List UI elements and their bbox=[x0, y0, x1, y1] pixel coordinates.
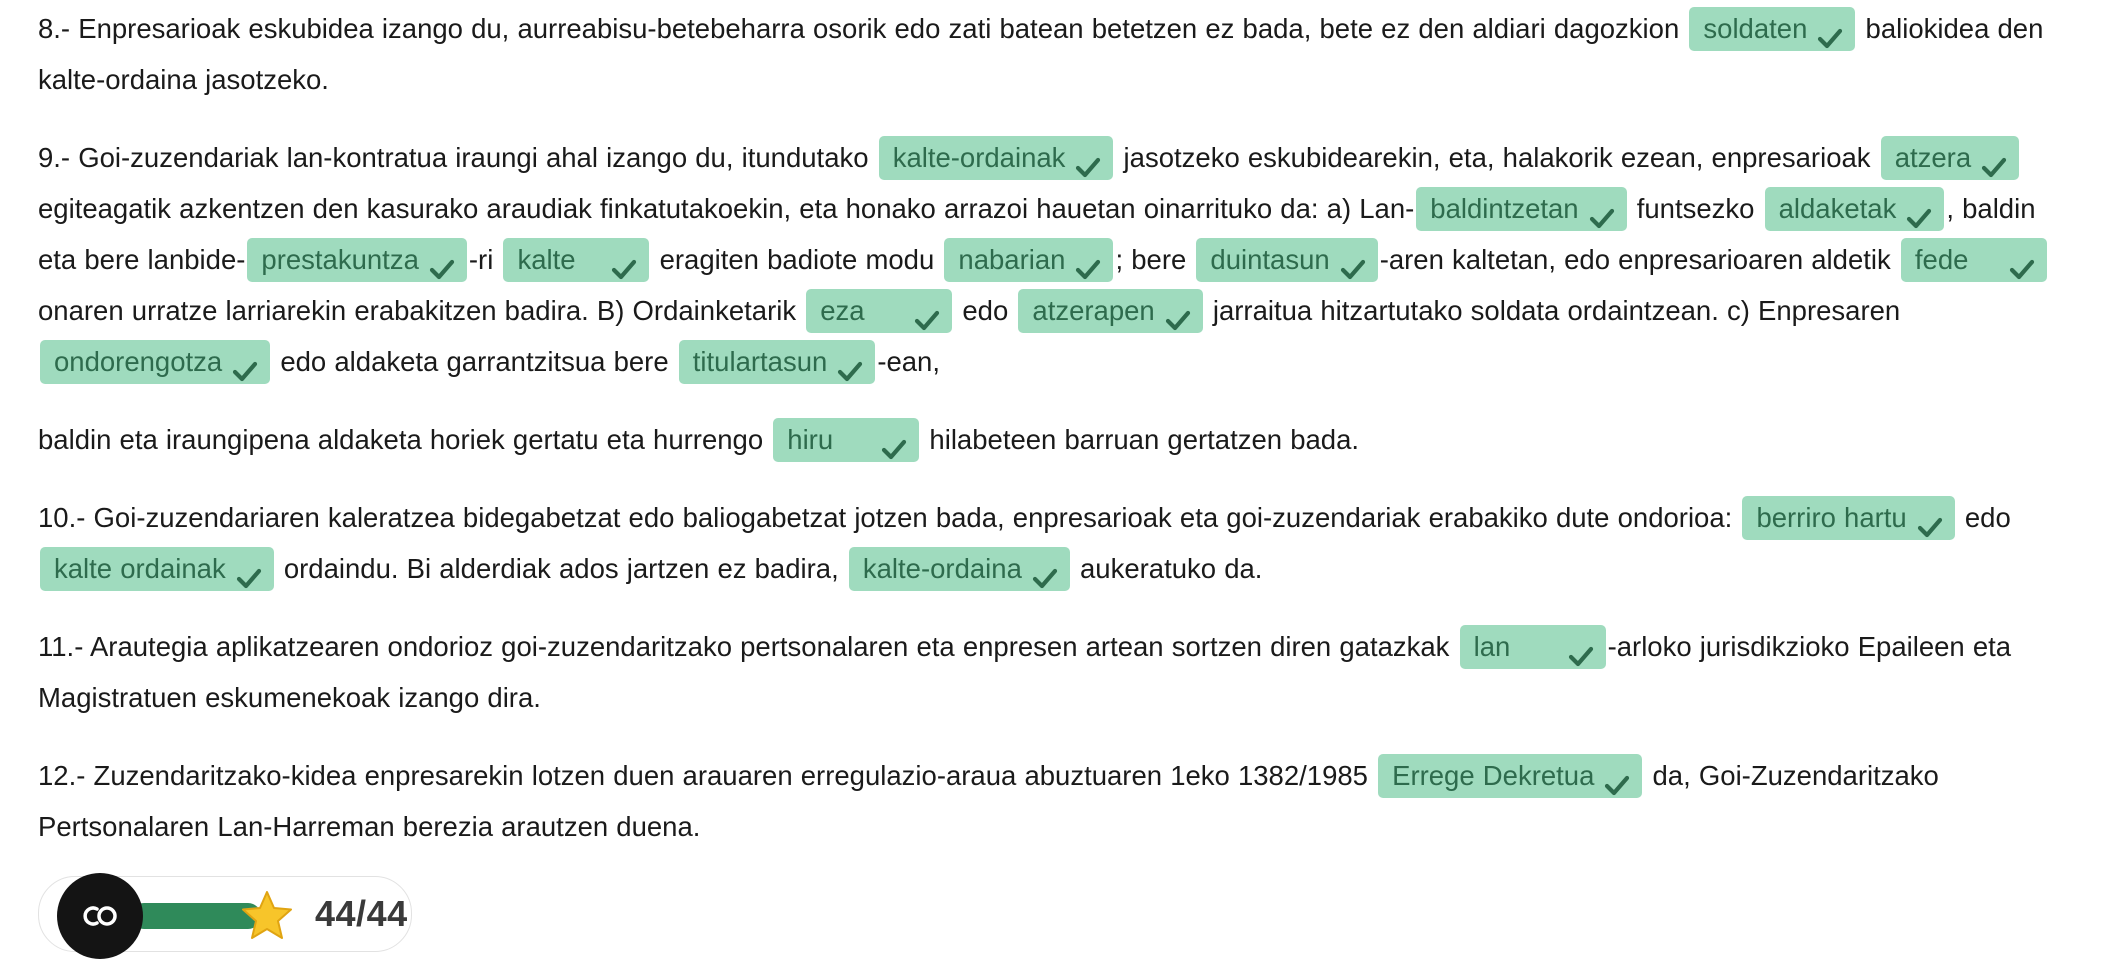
answer-blank[interactable] bbox=[679, 340, 876, 384]
answer-word: kalte bbox=[517, 244, 576, 275]
checkmark-icon bbox=[611, 249, 637, 271]
answer-word: atzera bbox=[1894, 142, 1972, 173]
answer-blank[interactable] bbox=[806, 289, 952, 333]
answer-blank[interactable] bbox=[849, 547, 1070, 591]
checkmark-icon bbox=[236, 558, 262, 580]
paragraph-text: edo bbox=[954, 295, 1017, 326]
checkmark-icon bbox=[2009, 249, 2035, 271]
paragraph-text: hilabeteen barruan gertatzen bada. bbox=[921, 424, 1360, 455]
checkmark-icon bbox=[1340, 249, 1366, 271]
paragraph bbox=[38, 3, 2078, 105]
paragraph-text: -arloko jurisdikzioko Epaileen eta Magistratuen eskumenekoak izango dira. bbox=[38, 631, 2012, 713]
paragraph bbox=[38, 621, 2078, 723]
paragraph-text: ; bere bbox=[1115, 244, 1195, 275]
paragraph-text: -aren kaltetan, edo enpresarioaren aldetik bbox=[1379, 244, 1899, 275]
checkmark-icon bbox=[1075, 249, 1101, 271]
checkmark-icon bbox=[429, 249, 455, 271]
answer-word: titulartasun bbox=[692, 346, 828, 377]
answer-blank[interactable] bbox=[944, 238, 1113, 282]
paragraph-text: edo aldaketa garrantzitsua bere bbox=[272, 346, 677, 377]
checkmark-icon bbox=[1075, 147, 1101, 169]
answer-word: prestakuntza bbox=[261, 244, 419, 275]
paragraph-text: onaren urratze larriarekin erabakitzen badira. B) Ordainketarik bbox=[38, 295, 805, 326]
checkmark-icon bbox=[1589, 198, 1615, 220]
answer-blank[interactable] bbox=[40, 547, 274, 591]
answer-word: soldaten bbox=[1703, 13, 1808, 44]
checkmark-icon bbox=[1917, 507, 1943, 529]
answer-word: duintasun bbox=[1210, 244, 1330, 275]
score-value: 44 bbox=[315, 893, 357, 934]
answer-blank[interactable] bbox=[1901, 238, 2047, 282]
answer-word: hiru bbox=[787, 424, 834, 455]
answer-blank[interactable] bbox=[1765, 187, 1945, 231]
answer-blank[interactable] bbox=[1460, 625, 1606, 669]
paragraph-text: funtsezko bbox=[1628, 193, 1763, 224]
paragraph-text: 9.- Goi-zuzendariak lan-kontratua iraungi ahal izango du, itundutako bbox=[38, 142, 877, 173]
paragraph bbox=[38, 492, 2078, 594]
answer-word: ondorengotza bbox=[54, 346, 223, 377]
paragraph-text: baldin eta iraungipena aldaketa horiek gertatu eta hurrengo bbox=[38, 424, 772, 455]
paragraph-text: edo bbox=[1956, 502, 2011, 533]
answer-word: kalte-ordainak bbox=[892, 142, 1066, 173]
closed-captions-button[interactable] bbox=[57, 873, 143, 959]
paragraph bbox=[38, 414, 2078, 465]
paragraph-text: -ri bbox=[468, 244, 502, 275]
paragraph-text: da, Goi-Zuzendaritzako Pertsonalaren Lan-Harreman berezia arautzen duena. bbox=[38, 760, 1939, 842]
checkmark-icon bbox=[232, 351, 258, 373]
star-icon bbox=[239, 889, 295, 943]
answer-blank[interactable] bbox=[1881, 136, 2019, 180]
answer-blank[interactable] bbox=[1689, 7, 1855, 51]
paragraph-text: 10.- Goi-zuzendariaren kaleratzea bidegabetzat edo baliogabetzat jotzen bada, enpresarioak eta goi-zuzendariak erabakiko dute ondorioa: bbox=[38, 502, 1741, 533]
answer-blank[interactable] bbox=[40, 340, 270, 384]
answer-blank[interactable] bbox=[1416, 187, 1626, 231]
exercise-text bbox=[38, 0, 2078, 879]
paragraph-text: 12.- Zuzendaritzako-kidea enpresarekin lotzen duen arauaren erregulazio-araua abuztuaren 1eko 1382/1985 bbox=[38, 760, 1377, 791]
checkmark-icon bbox=[837, 351, 863, 373]
checkmark-icon bbox=[1906, 198, 1932, 220]
answer-word: kalte ordainak bbox=[54, 553, 226, 584]
answer-blank[interactable] bbox=[503, 238, 649, 282]
answer-word: atzerapen bbox=[1032, 295, 1155, 326]
paragraph-text: aukeratuko da. bbox=[1071, 553, 1263, 584]
score-separator: / bbox=[356, 893, 367, 934]
answer-word: eza bbox=[820, 295, 865, 326]
checkmark-icon bbox=[1981, 147, 2007, 169]
answer-word: aldaketak bbox=[1778, 193, 1897, 224]
paragraph-text: -ean, bbox=[877, 346, 940, 377]
answer-word: lan bbox=[1473, 631, 1511, 662]
answer-blank[interactable] bbox=[1742, 496, 1954, 540]
answer-word: baldintzetan bbox=[1430, 193, 1579, 224]
checkmark-icon bbox=[881, 429, 907, 451]
answer-word: fede bbox=[1914, 244, 1969, 275]
paragraph-text: jarraitua hitzartutako soldata ordaintzean. c) Enpresaren bbox=[1204, 295, 1901, 326]
score-readout bbox=[315, 893, 408, 935]
answer-word: kalte-ordaina bbox=[862, 553, 1022, 584]
paragraph-text: 8.- Enpresarioak eskubidea izango du, aurreabisu-betebeharra osorik edo zati batean betetzen ez bada, bete ez den aldiari dagozkion bbox=[38, 13, 1688, 44]
answer-blank[interactable] bbox=[1196, 238, 1377, 282]
paragraph bbox=[38, 132, 2078, 387]
answer-blank[interactable] bbox=[773, 418, 919, 462]
answer-word: Errege Dekretua bbox=[1392, 760, 1595, 791]
answer-word: berriro hartu bbox=[1756, 502, 1907, 533]
paragraph-text: jasotzeko eskubidearekin, eta, halakorik ezean, enpresarioak bbox=[1115, 142, 1879, 173]
checkmark-icon bbox=[1568, 636, 1594, 658]
checkmark-icon bbox=[1604, 765, 1630, 787]
progress-pill bbox=[38, 876, 412, 952]
answer-blank[interactable] bbox=[879, 136, 1114, 180]
answer-word: nabarian bbox=[958, 244, 1066, 275]
answer-blank[interactable] bbox=[1378, 754, 1642, 798]
checkmark-icon bbox=[1165, 300, 1191, 322]
answer-blank[interactable] bbox=[247, 238, 466, 282]
answer-blank[interactable] bbox=[1018, 289, 1202, 333]
paragraph bbox=[38, 750, 2078, 852]
paragraph-text: , baldin eta bere lanbide- bbox=[38, 193, 2036, 275]
paragraph-text: baliokidea den kalte-ordaina jasotzeko. bbox=[38, 13, 2044, 95]
paragraph-text: eragiten badiote modu bbox=[651, 244, 943, 275]
paragraph-text: egiteagatik azkentzen den kasurako araudiak finkatutakoekin, eta honako arrazoi hauetan oinarrituko da: a) Lan- bbox=[38, 193, 1415, 224]
checkmark-icon bbox=[1817, 18, 1843, 40]
paragraph-text: ordaindu. Bi alderdiak ados jartzen ez badira, bbox=[275, 553, 847, 584]
score-total: 44 bbox=[366, 893, 408, 934]
checkmark-icon bbox=[1032, 558, 1058, 580]
closed-captions-icon bbox=[78, 902, 122, 930]
checkmark-icon bbox=[914, 300, 940, 322]
paragraph-text: 11.- Arautegia aplikatzearen ondorioz goi-zuzendaritzako pertsonalaren eta enpresen artean sortzen diren gatazkak bbox=[38, 631, 1458, 662]
